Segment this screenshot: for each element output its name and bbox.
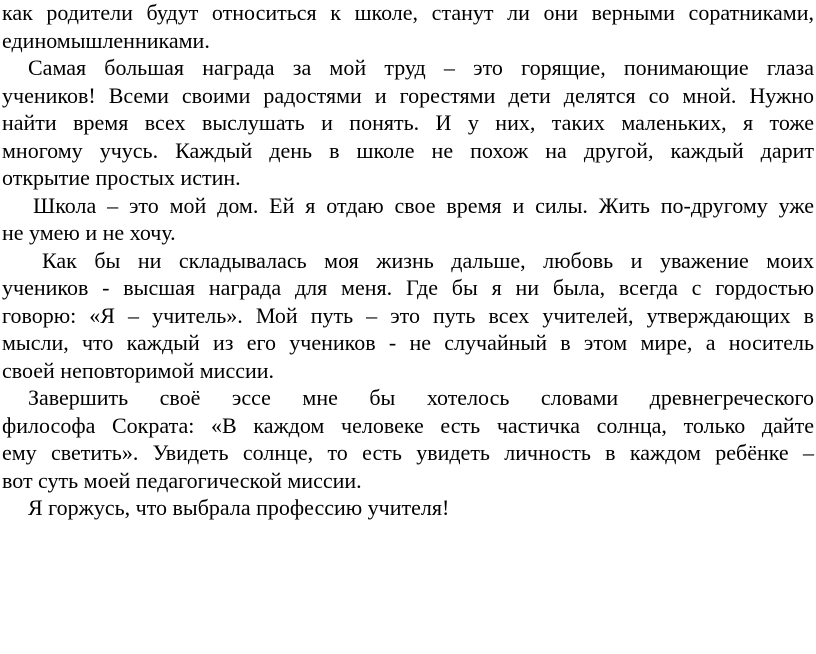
paragraph-first-line: Школа – это мой дом. Ей я отдаю свое время и силы. Жить по-другому уже <box>33 192 814 218</box>
paragraph-first-line: Завершить своё эссе мне бы хотелось словами древнегреческого <box>28 385 814 410</box>
text-line: открытие простых истин. <box>2 165 241 190</box>
text-line: ему светить». Увидеть солнце, то есть увидеть личность в каждом ребёнке – <box>2 440 814 465</box>
text-line: найти время всех выслушать и понять. И у них, таких маленьких, я тоже <box>2 110 814 135</box>
text-line: учеников - высшая награда для меня. Где бы я ни была, всегда с гордостью <box>2 275 814 300</box>
text-line: философа Сократа: «В каждом человеке есть частичка солнца, только дайте <box>2 412 814 438</box>
text-line: вот суть моей педагогической миссии. <box>2 467 362 493</box>
text-line: мысли, что каждый из его учеников - не случайный в этом мире, а носитель <box>2 330 814 355</box>
text-line: учеников! Всеми своими радостями и горестями дети делятся со мной. Нужно <box>2 82 814 108</box>
paragraph-first-line: Я горжусь, что выбрала профессию учителя! <box>28 495 450 520</box>
paragraph-first-line: Самая большая награда за мой труд – это горящие, понимающие глаза <box>28 55 814 80</box>
text-line: своей неповторимой миссии. <box>2 357 275 383</box>
text-line: как родители будут относиться к школе, станут ли они верными соратниками, <box>2 0 814 25</box>
text-line: многому учусь. Каждый день в школе не похож на другой, каждый дарит <box>2 137 814 163</box>
text-line: говорю: «Я – учитель». Мой путь – это путь всех учителей, утверждающих в <box>2 302 814 328</box>
paragraph-first-line: Как бы ни складывалась моя жизнь дальше, любовь и уважение моих <box>42 247 814 273</box>
text-line: не умею и не хочу. <box>2 220 176 245</box>
text-line: единомышленниками. <box>2 27 210 53</box>
